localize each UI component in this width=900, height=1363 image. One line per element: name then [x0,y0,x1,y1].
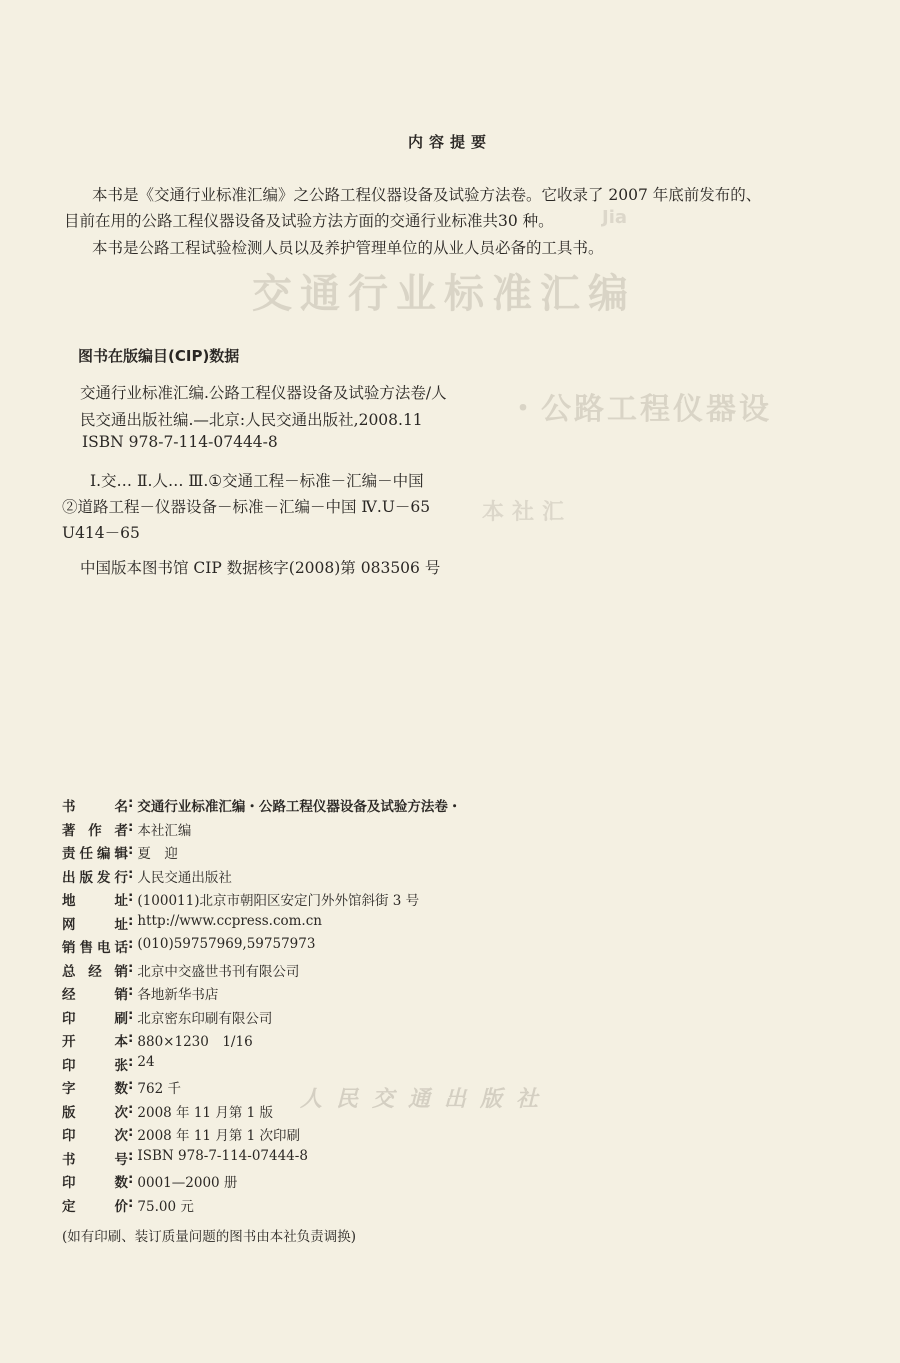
watermark-subtitle: ・公路工程仪器设 [508,392,772,427]
imprint-value: 本社汇编 [137,822,192,839]
imprint-colon: : [128,936,134,952]
imprint-row [62,842,461,866]
imprint-row [62,1030,461,1054]
imprint-label: 字 数 [62,1081,128,1097]
imprint-label: 印 刷 [62,1010,128,1027]
imprint-label: 地 址 [62,893,128,909]
imprint-colon: : [128,842,134,858]
imprint-value: 北京密东印刷有限公司 [137,1010,273,1027]
imprint-value: 夏 迎 [137,846,178,862]
imprint-value: http://www.ccpress.com.cn [137,912,322,929]
imprint-value: 2008 年 11 月第 1 次印刷 [137,1128,300,1144]
imprint-row [62,1054,461,1078]
imprint-label: 总 经 销 [62,963,128,980]
imprint-value: 762 千 [137,1081,181,1097]
imprint-label: 版 次 [62,1104,128,1121]
imprint-row [62,1171,461,1195]
cip-classification: ②道路工程－仪器设备－标准－汇编－中国 Ⅳ.U－65 [62,498,431,516]
imprint-colon: : [128,1147,134,1164]
imprint-label: 书 名 [62,799,128,815]
imprint-label: 开 本 [62,1034,128,1050]
imprint-row [62,936,461,960]
imprint-row [62,866,461,890]
imprint-label: 印 数 [62,1175,128,1191]
imprint-label: 印 次 [62,1128,128,1144]
imprint-value: 0001—2000 册 [137,1175,238,1191]
abstract-title: 内容提要 [407,133,492,151]
imprint-row [62,1148,461,1172]
imprint-row [62,889,461,913]
imprint-label: 网 址 [62,916,128,933]
imprint-row [62,1007,461,1031]
imprint-colon: : [128,912,134,929]
imprint-row [62,795,461,819]
imprint-table [62,795,461,1218]
cip-line: 民交通出版社编.—北京:人民交通出版社,2008.11 [80,411,423,429]
imprint-colon: : [128,1006,134,1023]
imprint-value: (010)59757969,59757973 [137,936,316,952]
imprint-label: 书 号 [62,1151,128,1168]
imprint-colon: : [128,1030,134,1046]
imprint-row [62,1124,461,1148]
imprint-row [62,983,461,1007]
abstract-paragraph-2: 本书是公路工程试验检测人员以及养护管理单位的从业人员必备的工具书。 [92,239,604,257]
imprint-value: 75.00 元 [137,1198,194,1215]
imprint-value: (100011)北京市朝阳区安定门外外馆斜街 3 号 [137,893,420,909]
watermark-publisher: 人民交通出版社 [300,1087,553,1112]
imprint-label: 责 任 编 辑 [62,846,128,862]
imprint-label: 出 版 发 行 [62,869,128,886]
imprint-colon: : [128,818,134,835]
cip-classification: U414－65 [62,524,140,542]
imprint-colon: : [128,1100,134,1117]
imprint-label: 定 价 [62,1198,128,1215]
imprint-label: 印 张 [62,1057,128,1074]
imprint-value: 24 [137,1053,155,1070]
imprint-colon: : [128,1053,134,1070]
imprint-colon: : [128,1171,134,1187]
imprint-colon: : [128,983,134,999]
imprint-value: ISBN 978-7-114-07444-8 [137,1147,308,1164]
imprint-row [62,913,461,937]
imprint-row [62,819,461,843]
cip-heading: 图书在版编目(CIP)数据 [78,347,240,365]
imprint-colon: : [128,865,134,882]
imprint-colon: : [128,795,134,811]
imprint-value: 北京中交盛世书刊有限公司 [137,963,300,980]
imprint-value: 人民交通出版社 [137,869,232,886]
imprint-value: 各地新华书店 [137,987,219,1003]
imprint-value: 880×1230 1/16 [137,1034,253,1050]
imprint-label: 经 销 [62,987,128,1003]
imprint-row [62,1195,461,1219]
imprint-row [62,1077,461,1101]
imprint-row [62,960,461,984]
watermark-title: 交通行业标准汇编 [252,271,636,317]
watermark-author: 本社汇 [482,500,573,525]
cip-classification: Ⅰ.交… Ⅱ.人… Ⅲ.①交通工程－标准－汇编－中国 [90,472,424,490]
cip-record-number: 中国版本图书馆 CIP 数据核字(2008)第 083506 号 [80,559,441,577]
cip-isbn: ISBN 978-7-114-07444-8 [82,433,278,451]
imprint-colon: : [128,889,134,905]
watermark-pinyin: Jia [602,207,628,228]
imprint-value: 交通行业标准汇编・公路工程仪器设备及试验方法卷・ [137,799,462,815]
imprint-label: 著 作 者 [62,822,128,839]
imprint-colon: : [128,1194,134,1211]
imprint-colon: : [128,1077,134,1093]
cip-line: 交通行业标准汇编.公路工程仪器设备及试验方法卷/人 [80,384,447,402]
abstract-paragraph-1-line-1: 本书是《交通行业标准汇编》之公路工程仪器设备及试验方法卷。它收录了 2007 年底前发布的、 [92,186,762,204]
imprint-colon: : [128,1124,134,1140]
abstract-paragraph-1-line-2: 目前在用的公路工程仪器设备及试验方法方面的交通行业标准共30 种。 [64,212,554,230]
imprint-value: 2008 年 11 月第 1 版 [137,1104,273,1121]
replacement-note: (如有印刷、装订质量问题的图书由本社负责调换) [62,1229,357,1245]
imprint-colon: : [128,959,134,976]
imprint-row [62,1101,461,1125]
imprint-label: 销 售 电 话 [62,940,128,956]
